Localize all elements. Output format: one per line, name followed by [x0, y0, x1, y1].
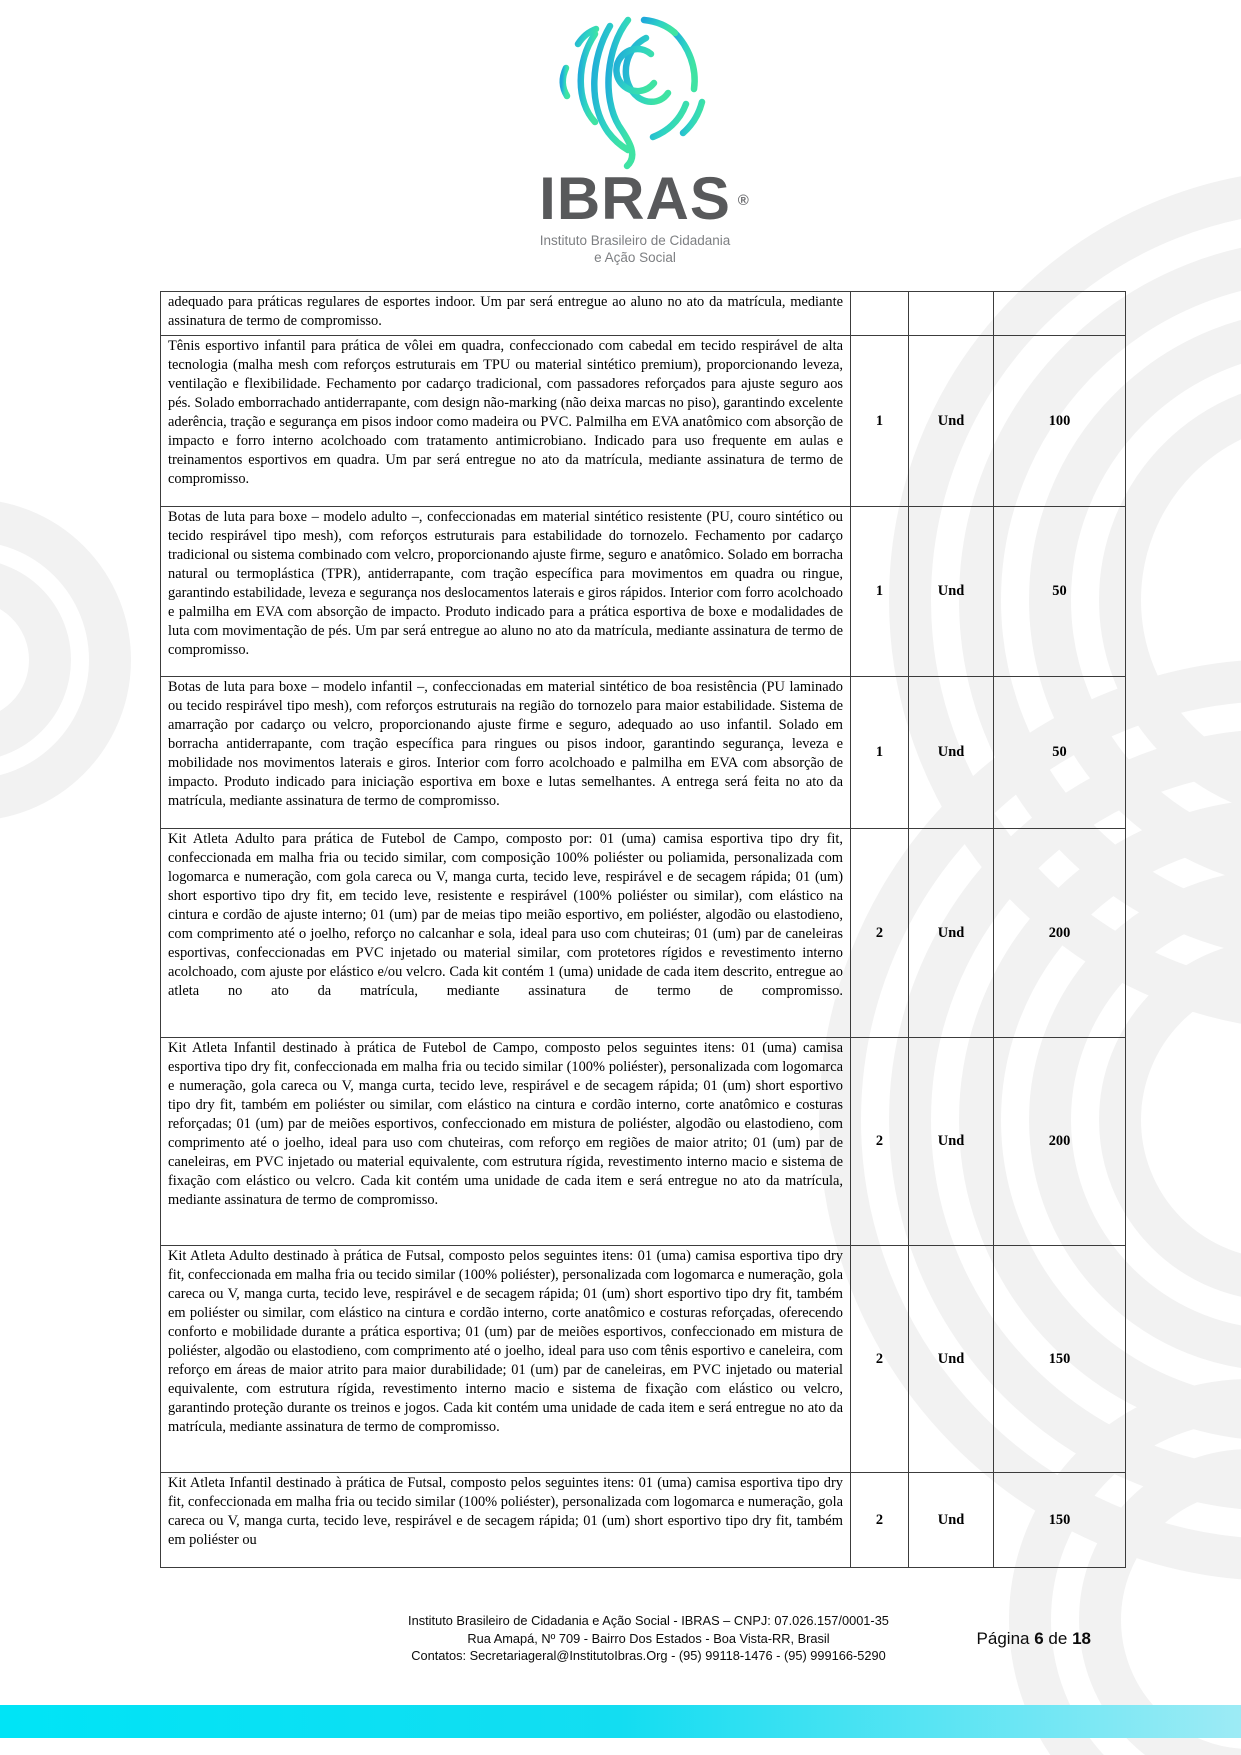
items-table-wrap [160, 291, 1126, 1568]
item-qty-cell: 2 [851, 1038, 909, 1246]
item-unit-cell: Und [909, 829, 994, 1038]
registered-trademark-icon: ® [737, 192, 749, 209]
item-value-cell [994, 292, 1126, 336]
item-qty-cell [851, 292, 909, 336]
table-row [161, 336, 1126, 507]
item-unit-cell: Und [909, 677, 994, 829]
items-table-body [161, 292, 1126, 1568]
tagline-line2: e Ação Social [594, 250, 676, 265]
item-description-cell: Botas de luta para boxe – modelo infantil –, confeccionadas em material sintético de boa resistência (PU laminado ou tecido respirável tipo mesh), com reforços estruturais na região do tornozelo para maior estabilidade. Sistema de amarração por cadarço ou velcro, proporcionando ajuste firme e seguro, adequado ao uso infantil. Solado em borracha antiderrapante, com tração específica para ringues ou pisos indoor, garantindo segurança, leveza e mobilidade nos movimentos laterais e giros. Interior com forro acolchoado e palmilha em EVA com absorção de impacto. Produto indicado para iniciação esportiva em boxe e lutas semelhantes. A entrega será feita no ato da matrícula, mediante assinatura de termo de compromisso. [161, 677, 851, 829]
table-row [161, 1473, 1126, 1568]
item-description-cell: Botas de luta para boxe – modelo adulto –, confeccionadas em material sintético resistente (PU, couro sintético ou tecido respirável tipo mesh), com reforços estruturais para estabilidade do tornozelo. Fechamento por cadarço tradicional ou sistema combinado com velcro, proporcionando ajuste firme, seguro e anatômico. Solado em borracha natural ou termoplástica (TPR), antiderrapante, com tração específica para movimentos em quadra ou ringue, garantindo estabilidade, leveza e segurança nos deslocamentos laterais e giros rápidos. Interior com forro acolchoado e palmilha em EVA com absorção de impacto. Produto indicado para a prática esportiva de boxe e modalidades de luta com movimentação de pés. Um par será entregue ao aluno no ato da matrícula, mediante assinatura de termo de compromisso. [161, 507, 851, 677]
item-description-cell: Kit Atleta Infantil destinado à prática de Futebol de Campo, composto pelos seguintes itens: 01 (uma) camisa esportiva tipo dry fit, confeccionada em malha fria ou tecido similar (100% poliéster), personalizada com logomarca e numeração, gola careca ou V, manga curta, tecido leve, respirável e de secagem rápida; 01 (um) short esportivo tipo dry fit, também em poliéster ou similar, com elástico na cintura e cordão interno, corte anatômico e costuras reforçadas; 01 (um) par de meiões esportivos, confeccionado em mistura de poliéster, algodão ou elastodieno, com comprimento até o joelho, ideal para uso com chuteiras, com reforço em regiões de maior atrito; 01 (um) par de caneleiras, em PVC injetado ou material equivalente, com estrutura rígida, revestimento interno macio e sistema de fixação com elástico ou velcro. Cada kit contém uma unidade de cada item e será entregue no ato da matrícula, mediante assinatura de termo de compromisso. [161, 1038, 851, 1246]
item-qty-cell: 1 [851, 677, 909, 829]
item-unit-cell: Und [909, 1473, 994, 1568]
page-number-total: 18 [1072, 1629, 1091, 1648]
page-number: Página 6 de 18 [976, 1629, 1091, 1648]
item-qty-cell: 2 [851, 1473, 909, 1568]
item-value-cell: 200 [994, 829, 1126, 1038]
item-value-cell: 150 [994, 1246, 1126, 1473]
item-qty-cell: 2 [851, 829, 909, 1038]
item-description-cell: Kit Atleta Adulto destinado à prática de Futsal, composto pelos seguintes itens: 01 (uma) camisa esportiva tipo dry fit, confeccionada em malha fria ou tecido similar (100% poliéster), personalizada com logomarca e numeração, gola careca ou V, manga curta, tecido leve, respirável e de secagem rápida; 01 (um) short esportivo tipo dry fit, também em poliéster ou similar, com elástico na cintura e cordão interno, corte anatômico e costuras reforçadas, oferecendo conforto e mobilidade durante a prática esportiva; 01 (um) par de meiões esportivos, confeccionado em mistura de poliéster, algodão ou elastodieno, com comprimento até o joelho, ideal para uso com tênis esportivo e caneleira, com reforço em áreas de maior atrito para maior durabilidade; 01 (um) par de caneleiras, em PVC injetado ou material equivalente, com estrutura rígida, revestimento interno macio e sistema de fixação com elástico ou velcro, garantindo proteção durante os treinos e jogos. Cada kit contém uma unidade de cada item e será entregue no ato da matrícula, mediante assinatura de termo de compromisso. [161, 1246, 851, 1473]
item-unit-cell: Und [909, 336, 994, 507]
page-number-current: 6 [1034, 1629, 1044, 1648]
item-qty-cell: 2 [851, 1246, 909, 1473]
item-qty-cell: 1 [851, 336, 909, 507]
item-description-cell: Kit Atleta Adulto para prática de Futebol de Campo, composto por: 01 (uma) camisa esportiva tipo dry fit, confeccionada em malha fria ou tecido similar, com composição 100% poliéster ou poliamida, personalizada com logomarca e numeração, com gola careca ou V, manga curta, tecido leve, respirável e de secagem rápida; 01 (um) short esportivo tipo dry fit, em tecido leve, resistente e respirável (100% poliéster ou similar), com elástico na cintura e cordão de ajuste interno; 01 (um) par de meias tipo meião esportivo, em poliéster, algodão ou elastodieno, com comprimento até o joelho, reforço no calcanhar e sola, ideal para uso com chuteiras; 01 (um) par de caneleiras esportivas, confeccionadas em PVC injetado ou material similar, com protetores rígidos e revestimento interno acolchoado, com ajuste por elástico e/ou velcro. Cada kit contém 1 (uma) unidade de cada item descrito, entregue ao atleta no ato da matrícula, mediante assinatura de termo de compromisso. [161, 829, 851, 1038]
item-description-cell: adequado para práticas regulares de esportes indoor. Um par será entregue ao aluno no ato da matrícula, mediante assinatura de termo de compromisso. [161, 292, 851, 336]
item-unit-cell [909, 292, 994, 336]
table-row [161, 1038, 1126, 1246]
logo-tagline [465, 232, 805, 266]
ibras-fingerprint-logo-icon [550, 10, 720, 170]
item-value-cell: 50 [994, 507, 1126, 677]
logo-block [465, 10, 805, 266]
item-value-cell: 50 [994, 677, 1126, 829]
tagline-line1: Instituto Brasileiro de Cidadania [539, 233, 731, 248]
brand-name: IBRAS ® [539, 165, 749, 232]
table-row [161, 677, 1126, 829]
table-row [161, 829, 1126, 1038]
item-unit-cell: Und [909, 1246, 994, 1473]
footer-accent-bar [0, 1705, 1241, 1738]
items-table [160, 291, 1126, 1568]
item-value-cell: 150 [994, 1473, 1126, 1568]
item-qty-cell: 1 [851, 507, 909, 677]
table-row [161, 292, 1126, 336]
footer-address-line: Rua Amapá, Nº 709 - Bairro Dos Estados - Boa Vista-RR, Brasil [467, 1630, 830, 1646]
table-row [161, 507, 1126, 677]
item-unit-cell: Und [909, 507, 994, 677]
item-description-cell: Kit Atleta Infantil destinado à prática de Futsal, composto pelos seguintes itens: 01 (uma) camisa esportiva tipo dry fit, confeccionada em malha fria ou tecido similar (100% poliéster), personalizada com logomarca e numeração, gola careca ou V, manga curta, tecido leve, respirável e de secagem rápida; 01 (um) short esportivo tipo dry fit, também em poliéster ou [161, 1473, 851, 1568]
table-row [161, 1246, 1126, 1473]
item-value-cell: 200 [994, 1038, 1126, 1246]
item-description-cell: Tênis esportivo infantil para prática de vôlei em quadra, confeccionado com cabedal em tecido respirável de alta tecnologia (malha mesh com reforços estruturais em TPU ou material sintético premium), proporcionando leveza, ventilação e flexibilidade. Fechamento por cadarço tradicional, com passadores reforçados para ajuste seguro aos pés. Solado emborrachado antiderrapante, com design não-marking (não deixa marcas no piso), garantindo excelente aderência, tração e segurança em pisos indoor como madeira ou PVC. Palmilha em EVA anatômico com absorção de impacto e forro interno acolchoado com tratamento antimicrobiano. Indicado para uso frequente em aulas e treinamentos esportivos em quadra. Um par será entregue no ato da matrícula, mediante assinatura de termo de compromisso. [161, 336, 851, 507]
footer-contacts-line: Contatos: Secretariageral@InstitutoIbras.Org - (95) 99118-1476 - (95) 999166-5290 [411, 1648, 886, 1663]
item-unit-cell: Und [909, 1038, 994, 1246]
footer-institute-line: Instituto Brasileiro de Cidadania e Ação Social - IBRAS – CNPJ: 07.026.157/0001-35 [408, 1613, 889, 1628]
item-value-cell: 100 [994, 336, 1126, 507]
